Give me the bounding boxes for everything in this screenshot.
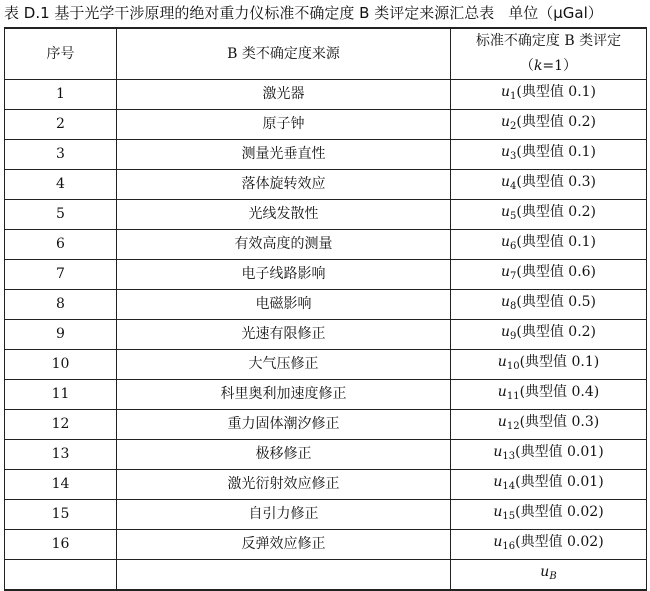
- u-subscript: 15: [502, 511, 516, 522]
- total-row-number: [5, 560, 117, 591]
- row-number: 4: [5, 170, 117, 200]
- typical-value: (典型值 0.2): [516, 324, 597, 340]
- row-evaluation: [451, 140, 647, 170]
- u-symbol: u: [500, 84, 510, 100]
- row-source: 电磁影响: [117, 290, 451, 320]
- row-number: 14: [5, 470, 117, 500]
- header-eval-k-rest: =1）: [542, 58, 578, 74]
- table-row: [5, 230, 647, 260]
- u-symbol: u: [500, 204, 510, 220]
- table-row: [5, 440, 647, 470]
- header-source: B 类不确定度来源: [117, 28, 451, 80]
- u-subscript: 14: [502, 481, 516, 492]
- u-subscript: 11: [506, 391, 520, 402]
- row-evaluation: [451, 410, 647, 440]
- u-symbol: u: [500, 324, 510, 340]
- header-eval-k-var: k: [533, 58, 543, 74]
- typical-value: (典型值 0.01): [515, 474, 604, 490]
- row-evaluation: [451, 110, 647, 140]
- row-number: 7: [5, 260, 117, 290]
- row-number: 8: [5, 290, 117, 320]
- u-subscript: 7: [510, 271, 517, 282]
- table-row: [5, 80, 647, 110]
- u-subscript: 8: [510, 301, 517, 312]
- row-number: 2: [5, 110, 117, 140]
- table-row: [5, 350, 647, 380]
- row-evaluation: [451, 440, 647, 470]
- u-b-symbol: u: [540, 564, 550, 580]
- typical-value: (典型值 0.3): [516, 174, 597, 190]
- header-eval: [451, 28, 647, 80]
- table-body: [5, 80, 647, 591]
- u-symbol: u: [500, 114, 510, 130]
- row-source: 科里奥利加速度修正: [117, 380, 451, 410]
- row-number: 10: [5, 350, 117, 380]
- u-symbol: u: [493, 444, 503, 460]
- row-source: 激光器: [117, 80, 451, 110]
- table-row: [5, 530, 647, 560]
- row-source: 激光衍射效应修正: [117, 470, 451, 500]
- table-row: [5, 380, 647, 410]
- u-subscript: 13: [502, 451, 516, 462]
- row-source: 反弹效应修正: [117, 530, 451, 560]
- table-row: [5, 500, 647, 530]
- row-source: 重力固体潮汐修正: [117, 410, 451, 440]
- table-title: 表 D.1 基于光学干涉原理的绝对重力仪标准不确定度 B 类评定来源汇总表: [4, 4, 495, 22]
- u-symbol: u: [497, 384, 507, 400]
- typical-value: (典型值 0.02): [515, 534, 604, 550]
- u-symbol: u: [497, 354, 507, 370]
- row-number: 16: [5, 530, 117, 560]
- u-subscript: 5: [510, 211, 517, 222]
- row-source: 测量光垂直性: [117, 140, 451, 170]
- u-symbol: u: [493, 534, 503, 550]
- table-row: [5, 110, 647, 140]
- u-symbol: u: [493, 504, 503, 520]
- typical-value: (典型值 0.01): [515, 444, 604, 460]
- typical-value: (典型值 0.1): [519, 354, 600, 370]
- row-evaluation: [451, 170, 647, 200]
- row-evaluation: [451, 200, 647, 230]
- row-evaluation: [451, 290, 647, 320]
- table-caption: [4, 2, 603, 24]
- typical-value: (典型值 0.5): [516, 294, 597, 310]
- row-number: 3: [5, 140, 117, 170]
- total-row: [5, 560, 647, 591]
- typical-value: (典型值 0.3): [519, 414, 600, 430]
- u-symbol: u: [500, 264, 510, 280]
- total-row-evaluation: [451, 560, 647, 591]
- u-subscript: 4: [510, 181, 517, 192]
- row-evaluation: [451, 530, 647, 560]
- header-eval-line1: 标准不确定度 B 类评定: [475, 33, 622, 49]
- u-subscript: 10: [506, 361, 520, 372]
- header-eval-k: [451, 54, 646, 79]
- table-row: [5, 140, 647, 170]
- table-row: [5, 410, 647, 440]
- row-evaluation: [451, 470, 647, 500]
- typical-value: (典型值 0.6): [516, 264, 597, 280]
- u-subscript: 3: [510, 151, 517, 162]
- typical-value: (典型值 0.1): [516, 144, 597, 160]
- u-subscript: 2: [510, 121, 517, 132]
- row-evaluation: [451, 80, 647, 110]
- row-source: 光线发散性: [117, 200, 451, 230]
- row-source: 电子线路影响: [117, 260, 451, 290]
- row-number: 9: [5, 320, 117, 350]
- row-source: 有效高度的测量: [117, 230, 451, 260]
- u-subscript: 6: [510, 241, 517, 252]
- typical-value: (典型值 0.4): [519, 384, 600, 400]
- row-evaluation: [451, 230, 647, 260]
- row-source: 大气压修正: [117, 350, 451, 380]
- u-subscript: 16: [502, 541, 516, 552]
- row-evaluation: [451, 500, 647, 530]
- row-evaluation: [451, 350, 647, 380]
- table-row: [5, 170, 647, 200]
- u-symbol: u: [497, 414, 507, 430]
- u-symbol: u: [493, 474, 503, 490]
- row-number: 12: [5, 410, 117, 440]
- row-evaluation: [451, 260, 647, 290]
- row-number: 1: [5, 80, 117, 110]
- table-row: [5, 470, 647, 500]
- u-symbol: u: [500, 144, 510, 160]
- row-source: 落体旋转效应: [117, 170, 451, 200]
- table-row: [5, 200, 647, 230]
- row-number: 5: [5, 200, 117, 230]
- row-evaluation: [451, 380, 647, 410]
- row-source: 极移修正: [117, 440, 451, 470]
- header-no: 序号: [5, 28, 117, 80]
- typical-value: (典型值 0.02): [515, 504, 604, 520]
- typical-value: (典型值 0.2): [516, 204, 597, 220]
- u-symbol: u: [500, 174, 510, 190]
- row-source: 自引力修正: [117, 500, 451, 530]
- typical-value: (典型值 0.1): [516, 234, 597, 250]
- u-symbol: u: [500, 294, 510, 310]
- table-row: [5, 320, 647, 350]
- table-row: [5, 290, 647, 320]
- total-row-source: [117, 560, 451, 591]
- row-source: 原子钟: [117, 110, 451, 140]
- row-number: 15: [5, 500, 117, 530]
- table-unit: 单位（μGal）: [508, 4, 603, 22]
- u-subscript: 1: [510, 91, 517, 102]
- u-subscript: 12: [506, 421, 520, 432]
- u-subscript: 9: [510, 331, 517, 342]
- table-row: [5, 260, 647, 290]
- header-eval-k-open: （: [519, 58, 534, 74]
- table-header-row: [5, 28, 647, 80]
- uncertainty-table: [4, 27, 647, 591]
- row-source: 光速有限修正: [117, 320, 451, 350]
- u-b-subscript: B: [549, 571, 557, 582]
- row-number: 11: [5, 380, 117, 410]
- row-number: 6: [5, 230, 117, 260]
- u-symbol: u: [500, 234, 510, 250]
- row-evaluation: [451, 320, 647, 350]
- typical-value: (典型值 0.2): [516, 114, 597, 130]
- typical-value: (典型值 0.1): [516, 84, 597, 100]
- row-number: 13: [5, 440, 117, 470]
